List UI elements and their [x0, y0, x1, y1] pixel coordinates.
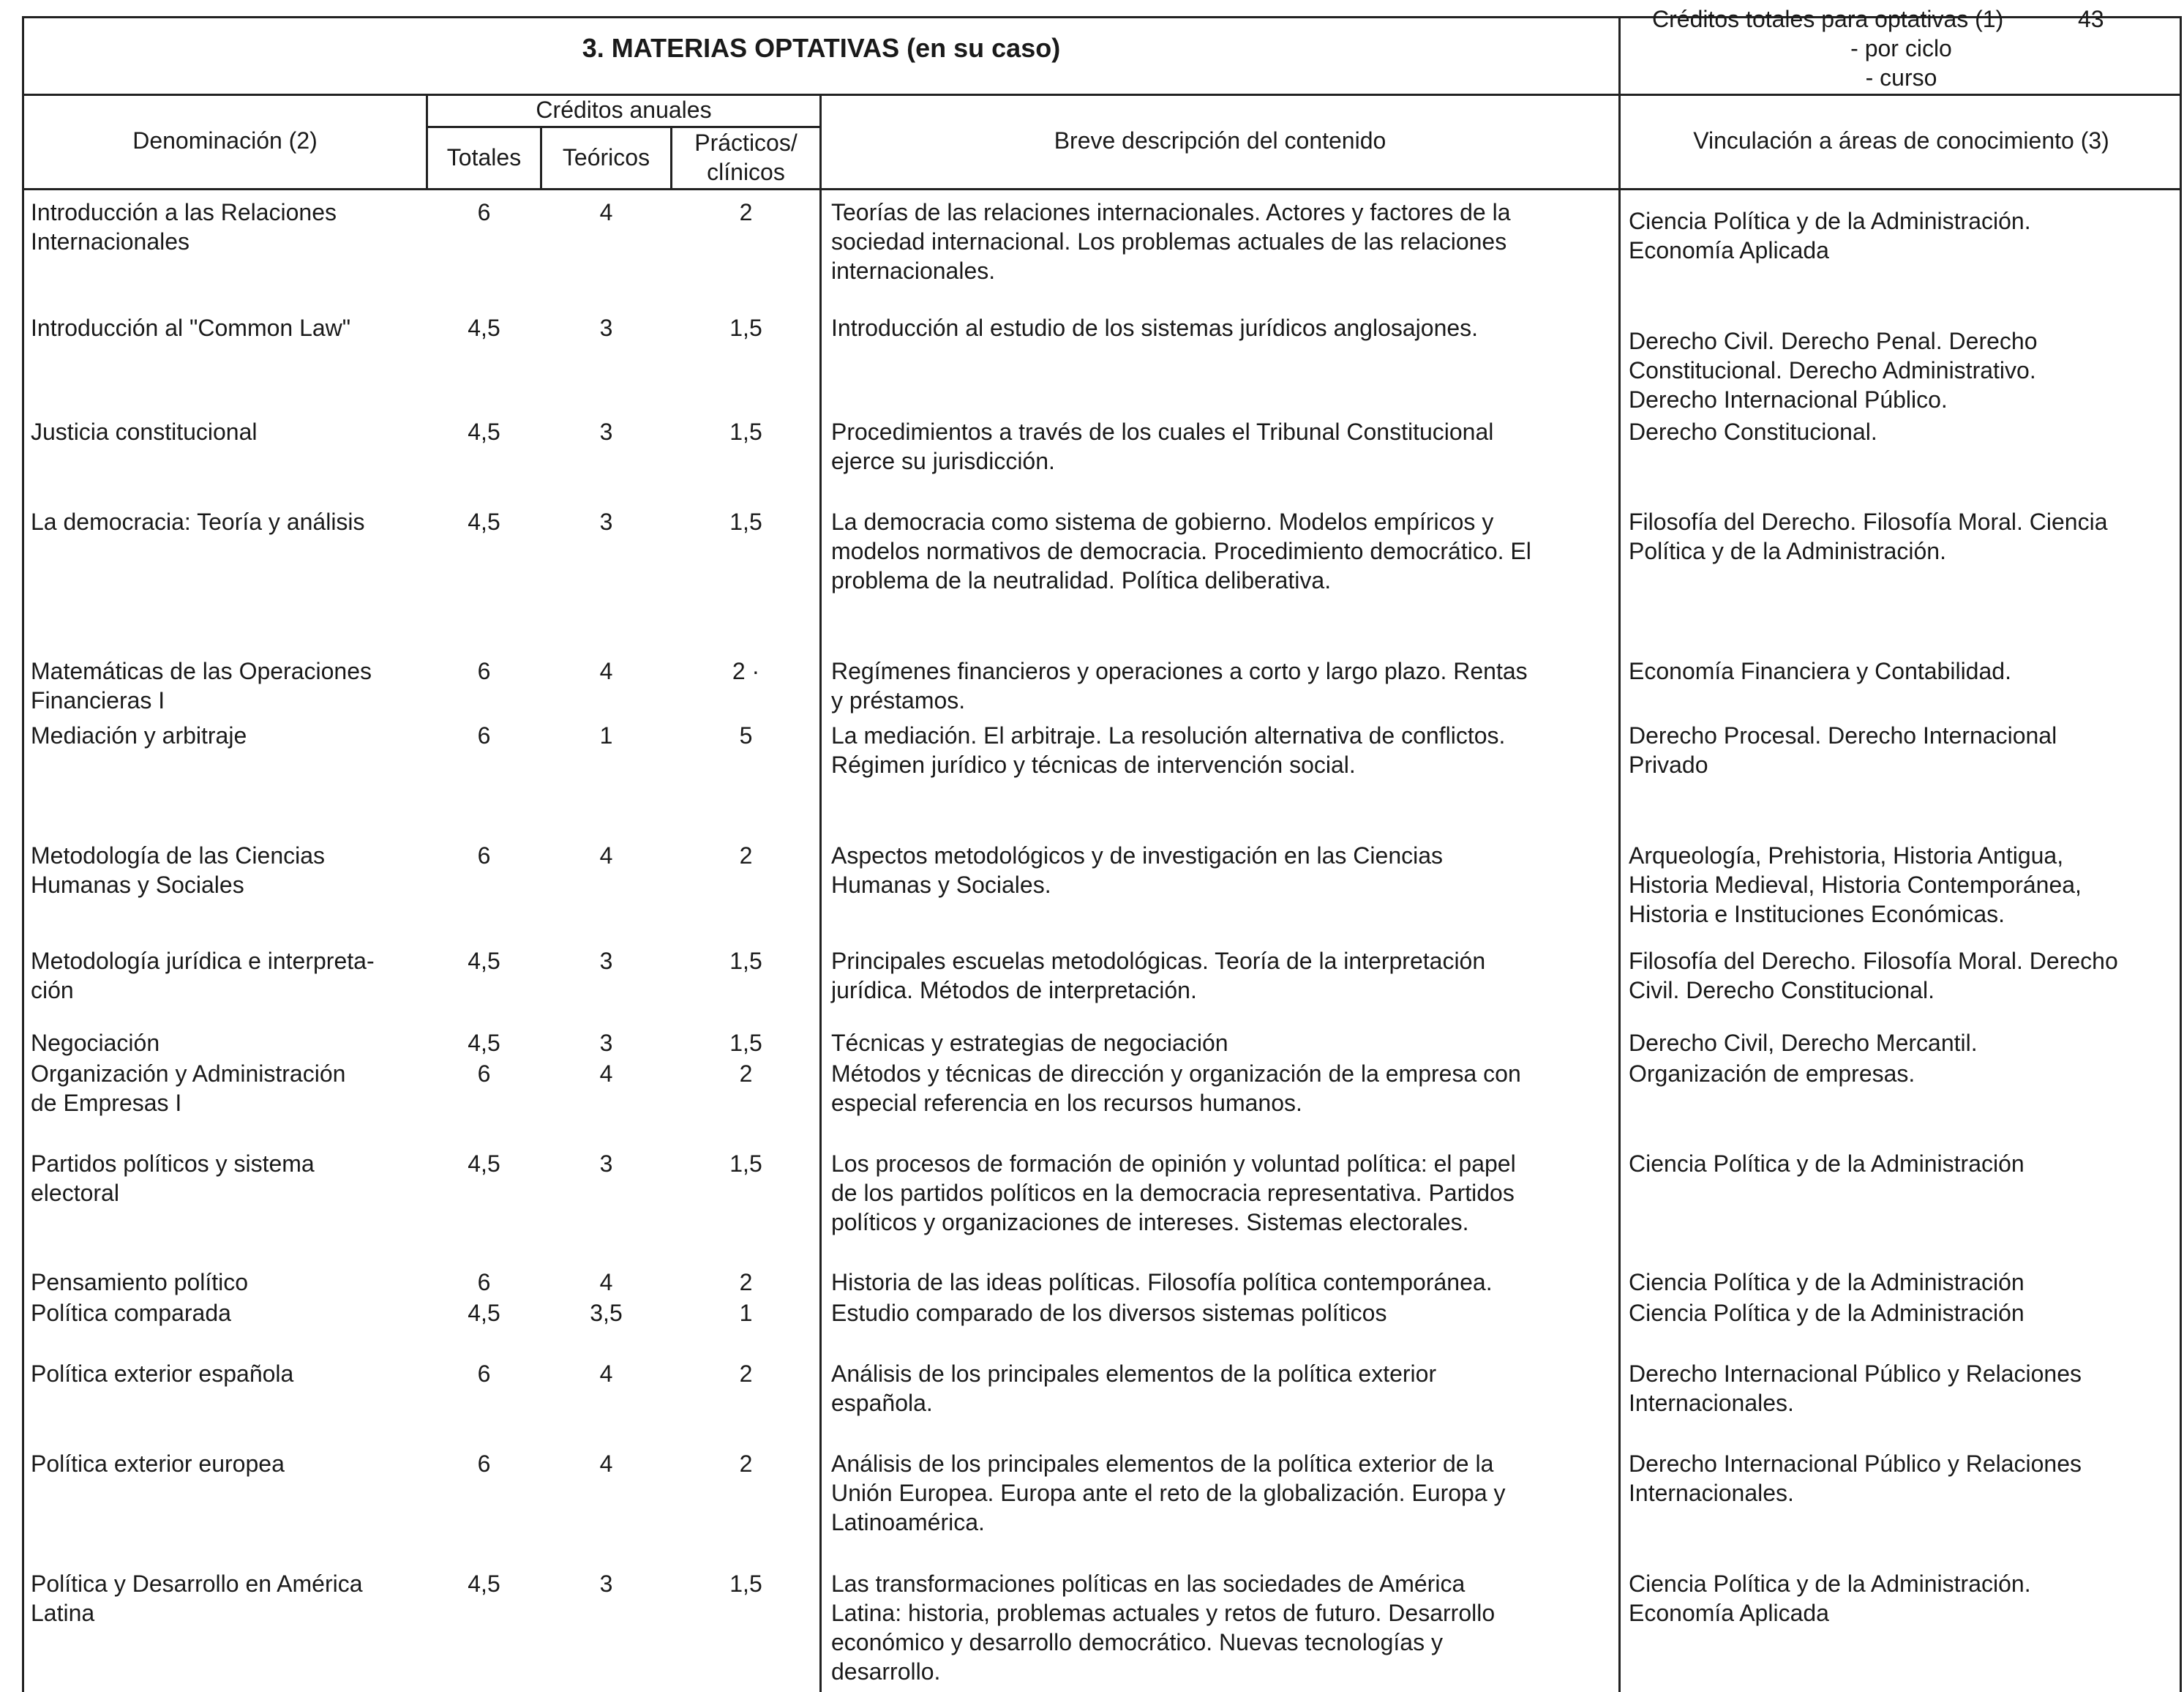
credits-label: Créditos totales para optativas (1)	[1652, 6, 2004, 32]
column-header-divider	[22, 188, 2182, 190]
row-credit-teo: 4	[599, 1060, 613, 1087]
column-divider-descripcion	[819, 94, 822, 1692]
row-desc-line: Unión Europea. Europa ante el reto de la globalización. Europa y	[831, 1480, 1506, 1506]
row-desc-line: La mediación. El arbitraje. La resolución alternativa de conflictos.	[831, 722, 1506, 749]
row-credit-pra: 1,5	[729, 419, 762, 445]
row-area-line: Ciencia Política y de la Administración.	[1629, 208, 2031, 234]
row-desc-line: Técnicas y estrategias de negociación	[831, 1030, 1228, 1056]
row-credit-tot: 4,5	[468, 948, 500, 974]
row-credit-pra: 1,5	[729, 1150, 762, 1177]
row-desc-line: especial referencia en los recursos humanos.	[831, 1090, 1302, 1116]
row-name-line: Partidos políticos y sistema	[31, 1150, 315, 1177]
row-area-line: Ciencia Política y de la Administración	[1629, 1300, 2024, 1326]
row-credit-pra: 1,5	[729, 948, 762, 974]
row-name-line: Introducción a las Relaciones	[31, 199, 337, 225]
row-name-line: ción	[31, 977, 74, 1003]
row-credit-teo: 4	[599, 842, 613, 869]
row-credit-teo: 4	[599, 199, 613, 225]
row-desc-line: políticos y organizaciones de intereses. Sistemas electorales.	[831, 1209, 1469, 1235]
row-credit-tot: 6	[477, 1360, 491, 1387]
row-credit-pra: 1,5	[729, 1571, 762, 1597]
row-desc-line: modelos normativos de democracia. Procedimiento democrático. El	[831, 538, 1531, 564]
row-desc-line: internacionales.	[831, 258, 996, 284]
row-credit-tot: 6	[477, 842, 491, 869]
col-header-clinicos: clínicos	[707, 159, 785, 185]
row-area-line: Ciencia Política y de la Administración	[1629, 1150, 2024, 1177]
row-credit-tot: 4,5	[468, 315, 500, 341]
row-credit-pra: 2	[739, 1060, 753, 1087]
row-credit-tot: 4,5	[468, 419, 500, 445]
row-name-line: Política comparada	[31, 1300, 231, 1326]
row-area-line: Economía Aplicada	[1629, 237, 1829, 263]
row-credit-tot: 6	[477, 1450, 491, 1477]
row-desc-line: Métodos y técnicas de dirección y organización de la empresa con	[831, 1060, 1521, 1087]
row-credit-teo: 3	[599, 1571, 613, 1597]
row-area-line: Arqueología, Prehistoria, Historia Antigua,	[1629, 842, 2064, 869]
row-name-line: Metodología de las Ciencias	[31, 842, 326, 869]
row-credit-tot: 4,5	[468, 509, 500, 535]
col-header-teoricos: Teóricos	[562, 144, 650, 171]
row-desc-line: ejerce su jurisdicción.	[831, 448, 1055, 474]
row-credit-pra: 1,5	[729, 315, 762, 341]
row-credit-pra: 1	[739, 1300, 753, 1326]
per-cycle-label: - por ciclo	[1850, 35, 1952, 61]
row-name-line: Mediación y arbitraje	[31, 722, 247, 749]
per-course-label: - curso	[1865, 64, 1937, 91]
row-credit-teo: 3	[599, 419, 613, 445]
row-area-line: Ciencia Política y de la Administración.	[1629, 1571, 2031, 1597]
row-desc-line: Latina: historia, problemas actuales y retos de futuro. Desarrollo	[831, 1600, 1496, 1626]
row-desc-line: Las transformaciones políticas en las sociedades de América	[831, 1571, 1466, 1597]
row-name-line: de Empresas I	[31, 1090, 182, 1116]
row-desc-line: Introducción al estudio de los sistemas jurídicos anglosajones.	[831, 315, 1479, 341]
row-desc-line: Los procesos de formación de opinión y voluntad política: el papel	[831, 1150, 1516, 1177]
row-credit-pra: 2	[739, 1450, 753, 1477]
row-credit-teo: 3,5	[590, 1300, 623, 1326]
row-area-line: Economía Aplicada	[1629, 1600, 1829, 1626]
row-credit-pra: 2	[739, 199, 753, 225]
row-desc-line: Principales escuelas metodológicas. Teoría de la interpretación	[831, 948, 1486, 974]
row-name-line: La democracia: Teoría y análisis	[31, 509, 365, 535]
credits-value: 43	[2078, 6, 2104, 32]
row-desc-line: económico y desarrollo democrático. Nuevas tecnologías y	[831, 1629, 1443, 1655]
col-header-vinculacion: Vinculación a áreas de conocimiento (3)	[1693, 127, 2109, 154]
row-credit-tot: 6	[477, 1060, 491, 1087]
row-name-line: Latina	[31, 1600, 95, 1626]
row-name-line: Internacionales	[31, 228, 190, 255]
row-desc-line: La democracia como sistema de gobierno. Modelos empíricos y	[831, 509, 1494, 535]
row-credit-teo: 3	[599, 315, 613, 341]
row-credit-teo: 1	[599, 722, 613, 749]
row-desc-line: y préstamos.	[831, 687, 966, 714]
row-credit-pra: 1,5	[729, 1030, 762, 1056]
row-area-line: Historia e Instituciones Económicas.	[1629, 901, 2005, 927]
row-name-line: Financieras I	[31, 687, 165, 714]
row-area-line: Civil. Derecho Constitucional.	[1629, 977, 1935, 1003]
row-area-line: Derecho Constitucional.	[1629, 419, 1877, 445]
row-desc-line: Teorías de las relaciones internacionales. Actores y factores de la	[831, 199, 1511, 225]
row-area-line: Organización de empresas.	[1629, 1060, 1915, 1087]
header-divider	[22, 94, 2182, 96]
row-desc-line: jurídica. Métodos de interpretación.	[831, 977, 1197, 1003]
row-desc-line: Aspectos metodológicos y de investigación en las Ciencias	[831, 842, 1444, 869]
row-area-line: Derecho Internacional Público.	[1629, 386, 1948, 413]
row-area-line: Política y de la Administración.	[1629, 538, 1946, 564]
row-area-line: Filosofía del Derecho. Filosofía Moral. Derecho	[1629, 948, 2118, 974]
row-name-line: Política y Desarrollo en América	[31, 1571, 363, 1597]
col-header-descripcion: Breve descripción del contenido	[1054, 127, 1386, 154]
row-name-line: Negociación	[31, 1030, 160, 1056]
row-area-line: Internacionales.	[1629, 1480, 1794, 1506]
row-credit-pra: 2	[739, 1269, 753, 1295]
col-header-totales: Totales	[446, 144, 522, 171]
row-area-line: Derecho Civil, Derecho Mercantil.	[1629, 1030, 1978, 1056]
row-credit-tot: 4,5	[468, 1150, 500, 1177]
row-area-line: Ciencia Política y de la Administración	[1629, 1269, 2024, 1295]
row-credit-teo: 4	[599, 658, 613, 684]
row-desc-line: Análisis de los principales elementos de la política exterior	[831, 1360, 1437, 1387]
row-credit-pra: 1,5	[729, 509, 762, 535]
row-area-line: Constitucional. Derecho Administrativo.	[1629, 357, 2036, 383]
row-credit-teo: 3	[599, 1150, 613, 1177]
row-credit-tot: 4,5	[468, 1571, 500, 1597]
row-credit-tot: 4,5	[468, 1030, 500, 1056]
row-name-line: Pensamiento político	[31, 1269, 249, 1295]
row-name-line: Humanas y Sociales	[31, 872, 244, 898]
row-area-line: Internacionales.	[1629, 1390, 1794, 1416]
row-credit-pra: 2 ·	[732, 658, 760, 684]
row-name-line: Organización y Administración	[31, 1060, 346, 1087]
row-desc-line: española.	[831, 1390, 933, 1416]
row-name-line: Introducción al "Common Law"	[31, 315, 351, 341]
col-header-creditos-anuales: Créditos anuales	[536, 97, 712, 123]
row-desc-line: problema de la neutralidad. Política deliberativa.	[831, 567, 1332, 594]
row-credit-tot: 6	[477, 658, 491, 684]
row-area-line: Derecho Internacional Público y Relaciones	[1629, 1450, 2082, 1477]
row-desc-line: Regímenes financieros y operaciones a corto y largo plazo. Rentas	[831, 658, 1528, 684]
row-credit-teo: 4	[599, 1360, 613, 1387]
row-credit-tot: 6	[477, 1269, 491, 1295]
row-desc-line: Latinoamérica.	[831, 1509, 985, 1535]
row-name-line: Matemáticas de las Operaciones	[31, 658, 372, 684]
row-desc-line: desarrollo.	[831, 1658, 941, 1685]
row-credit-pra: 2	[739, 1360, 753, 1387]
row-desc-line: Humanas y Sociales.	[831, 872, 1051, 898]
row-credit-tot: 6	[477, 722, 491, 749]
row-name-line: Política exterior europea	[31, 1450, 285, 1477]
row-credit-teo: 3	[599, 1030, 613, 1056]
row-area-line: Derecho Internacional Público y Relaciones	[1629, 1360, 2082, 1387]
row-desc-line: Historia de las ideas políticas. Filosofía política contemporánea.	[831, 1269, 1493, 1295]
row-desc-line: Régimen jurídico y técnicas de intervención social.	[831, 752, 1356, 778]
row-credit-tot: 4,5	[468, 1300, 500, 1326]
row-area-line: Derecho Civil. Derecho Penal. Derecho	[1629, 328, 2038, 354]
col-header-practicos: Prácticos/	[694, 130, 798, 156]
row-desc-line: sociedad internacional. Los problemas actuales de las relaciones	[831, 228, 1507, 255]
col-header-denominacion: Denominación (2)	[132, 127, 318, 154]
row-desc-line: Estudio comparado de los diversos sistemas políticos	[831, 1300, 1387, 1326]
row-area-line: Historia Medieval, Historia Contemporánea,	[1629, 872, 2082, 898]
row-area-line: Derecho Procesal. Derecho Internacional	[1629, 722, 2057, 749]
row-name-line: Justicia constitucional	[31, 419, 258, 445]
section-title: 3. MATERIAS OPTATIVAS (en su caso)	[582, 33, 1061, 63]
row-credit-pra: 5	[739, 722, 753, 749]
row-desc-line: Análisis de los principales elementos de la política exterior de la	[831, 1450, 1494, 1477]
row-credit-teo: 3	[599, 948, 613, 974]
row-desc-line: de los partidos políticos en la democracia representativa. Partidos	[831, 1180, 1515, 1206]
row-name-line: Política exterior española	[31, 1360, 294, 1387]
row-area-line: Privado	[1629, 752, 1708, 778]
row-name-line: electoral	[31, 1180, 119, 1206]
row-credit-tot: 6	[477, 199, 491, 225]
row-area-line: Economía Financiera y Contabilidad.	[1629, 658, 2011, 684]
row-credit-teo: 3	[599, 509, 613, 535]
row-credit-pra: 2	[739, 842, 753, 869]
row-area-line: Filosofía del Derecho. Filosofía Moral. Ciencia	[1629, 509, 2108, 535]
column-divider-area	[1618, 16, 1621, 1692]
row-name-line: Metodología jurídica e interpreta-	[31, 948, 375, 974]
row-credit-teo: 4	[599, 1269, 613, 1295]
row-credit-teo: 4	[599, 1450, 613, 1477]
row-desc-line: Procedimientos a través de los cuales el Tribunal Constitucional	[831, 419, 1494, 445]
